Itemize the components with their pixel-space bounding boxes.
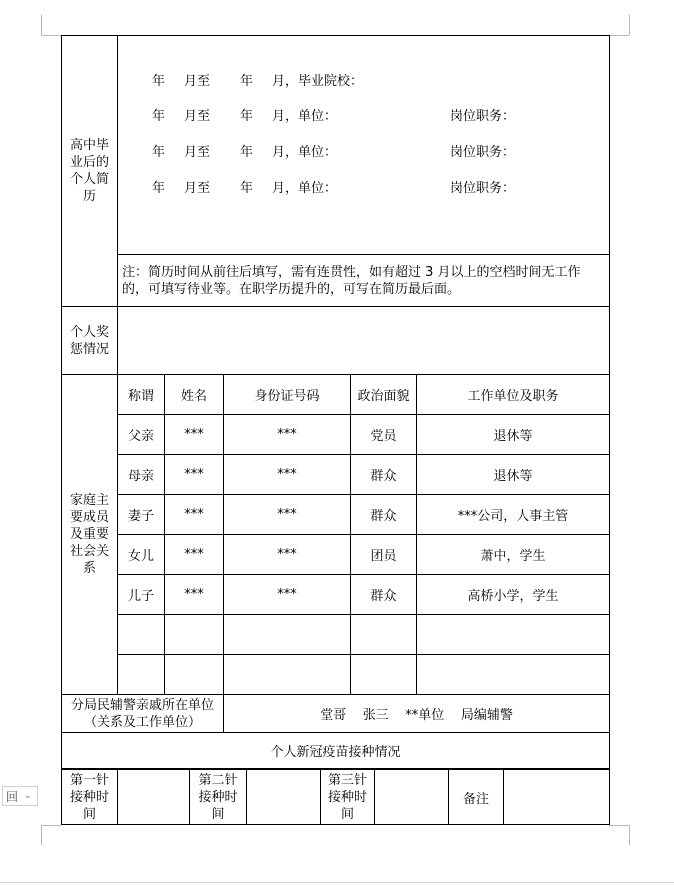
- family-cell-employer[interactable]: 萧中，学生: [417, 535, 610, 575]
- family-cell-employer[interactable]: 退休等: [417, 455, 610, 495]
- family-header-name: 姓名: [165, 375, 224, 415]
- family-cell-relation[interactable]: [118, 615, 165, 655]
- layout-icon: 回: [6, 789, 19, 804]
- family-cell-id[interactable]: [224, 655, 351, 695]
- family-header-political-status: 政治面貌: [351, 375, 417, 415]
- family-cell-relation[interactable]: 儿子: [118, 575, 165, 615]
- layout-options-button[interactable]: [2, 786, 38, 806]
- family-cell-employer[interactable]: ***公司，人事主管: [417, 495, 610, 535]
- awards-value[interactable]: [118, 307, 610, 375]
- family-cell-employer[interactable]: [417, 615, 610, 655]
- relatives-value[interactable]: 堂哥 张三 **单位 局编辅警: [224, 695, 610, 733]
- dose1-value[interactable]: [118, 770, 190, 825]
- family-cell-political[interactable]: 群众: [351, 455, 417, 495]
- family-cell-employer[interactable]: 高桥小学，学生: [417, 575, 610, 615]
- table-row: [62, 535, 610, 575]
- family-cell-id[interactable]: [224, 615, 351, 655]
- table-row: [62, 655, 610, 695]
- dose2-value[interactable]: [247, 770, 321, 825]
- family-cell-relation[interactable]: 母亲: [118, 455, 165, 495]
- family-cell-political[interactable]: [351, 615, 417, 655]
- family-label: 家庭主要成员及重要社会关系: [62, 375, 118, 695]
- crop-mark-bottom-right-h: [609, 825, 629, 826]
- family-cell-id[interactable]: ***: [224, 495, 351, 535]
- dose1-label: 第一针接种时间: [62, 770, 118, 825]
- family-header-id-number: 身份证号码: [224, 375, 351, 415]
- family-cell-id[interactable]: ***: [224, 575, 351, 615]
- crop-mark-top-left-h: [41, 35, 61, 36]
- family-cell-id[interactable]: ***: [224, 535, 351, 575]
- family-cell-political[interactable]: 党员: [351, 415, 417, 455]
- family-cell-name[interactable]: [165, 655, 224, 695]
- family-cell-employer[interactable]: [417, 655, 610, 695]
- family-cell-relation[interactable]: [118, 655, 165, 695]
- crop-mark-top-right: [629, 15, 630, 35]
- dose2-label: 第二针接种时间: [190, 770, 247, 825]
- family-cell-relation[interactable]: 父亲: [118, 415, 165, 455]
- family-cell-relation[interactable]: 女儿: [118, 535, 165, 575]
- crop-mark-top-left: [41, 15, 42, 35]
- family-header-relation: 称谓: [118, 375, 165, 415]
- table-row: [62, 615, 610, 655]
- family-cell-name[interactable]: ***: [165, 495, 224, 535]
- chevron-down-icon: ⌄: [24, 791, 32, 801]
- table-row: [62, 455, 610, 495]
- family-cell-employer[interactable]: 退休等: [417, 415, 610, 455]
- family-cell-id[interactable]: ***: [224, 455, 351, 495]
- family-cell-name[interactable]: ***: [165, 575, 224, 615]
- relatives-label: 分局民辅警亲戚所在单位（关系及工作单位）: [62, 695, 224, 733]
- table-row: [62, 575, 610, 615]
- remark-label: 备注: [449, 770, 504, 825]
- family-cell-name[interactable]: [165, 615, 224, 655]
- table-row: [62, 415, 610, 455]
- family-cell-political[interactable]: 群众: [351, 575, 417, 615]
- registration-form-table: [61, 35, 610, 769]
- crop-mark-bottom-left: [41, 825, 42, 845]
- remark-value[interactable]: [504, 770, 610, 825]
- crop-mark-bottom-right: [629, 825, 630, 845]
- family-cell-political[interactable]: 团员: [351, 535, 417, 575]
- vaccine-table: [61, 769, 610, 825]
- family-cell-name[interactable]: ***: [165, 535, 224, 575]
- resume-label: 高中毕业后的个人简历: [62, 36, 118, 307]
- family-cell-political[interactable]: 群众: [351, 495, 417, 535]
- table-row: [62, 495, 610, 535]
- resume-area[interactable]: 年 月至 年 月，毕业院校： 年 月至 年 月，单位： 岗位职务： 年 月至 年 月，单位： 岗位职务： 年 月至 年 月，单位： 岗位职务：: [118, 36, 610, 255]
- family-cell-name[interactable]: ***: [165, 415, 224, 455]
- page-bottom-divider: [0, 882, 674, 883]
- family-cell-relation[interactable]: 妻子: [118, 495, 165, 535]
- resume-note: 注：简历时间从前往后填写，需有连贯性，如有超过 3 月以上的空档时间无工作的，可填写待业等。在职学历提升的，可写在简历最后面。: [118, 255, 610, 307]
- awards-label: 个人奖惩情况: [62, 307, 118, 375]
- family-cell-name[interactable]: ***: [165, 455, 224, 495]
- dose3-value[interactable]: [375, 770, 449, 825]
- dose3-label: 第三针接种时间: [321, 770, 375, 825]
- crop-mark-bottom-left-h: [41, 825, 61, 826]
- family-cell-id[interactable]: ***: [224, 415, 351, 455]
- vaccine-section-title: 个人新冠疫苗接种情况: [62, 733, 610, 769]
- family-cell-political[interactable]: [351, 655, 417, 695]
- family-header-employer-position: 工作单位及职务: [417, 375, 610, 415]
- crop-mark-top-right-h: [609, 35, 629, 36]
